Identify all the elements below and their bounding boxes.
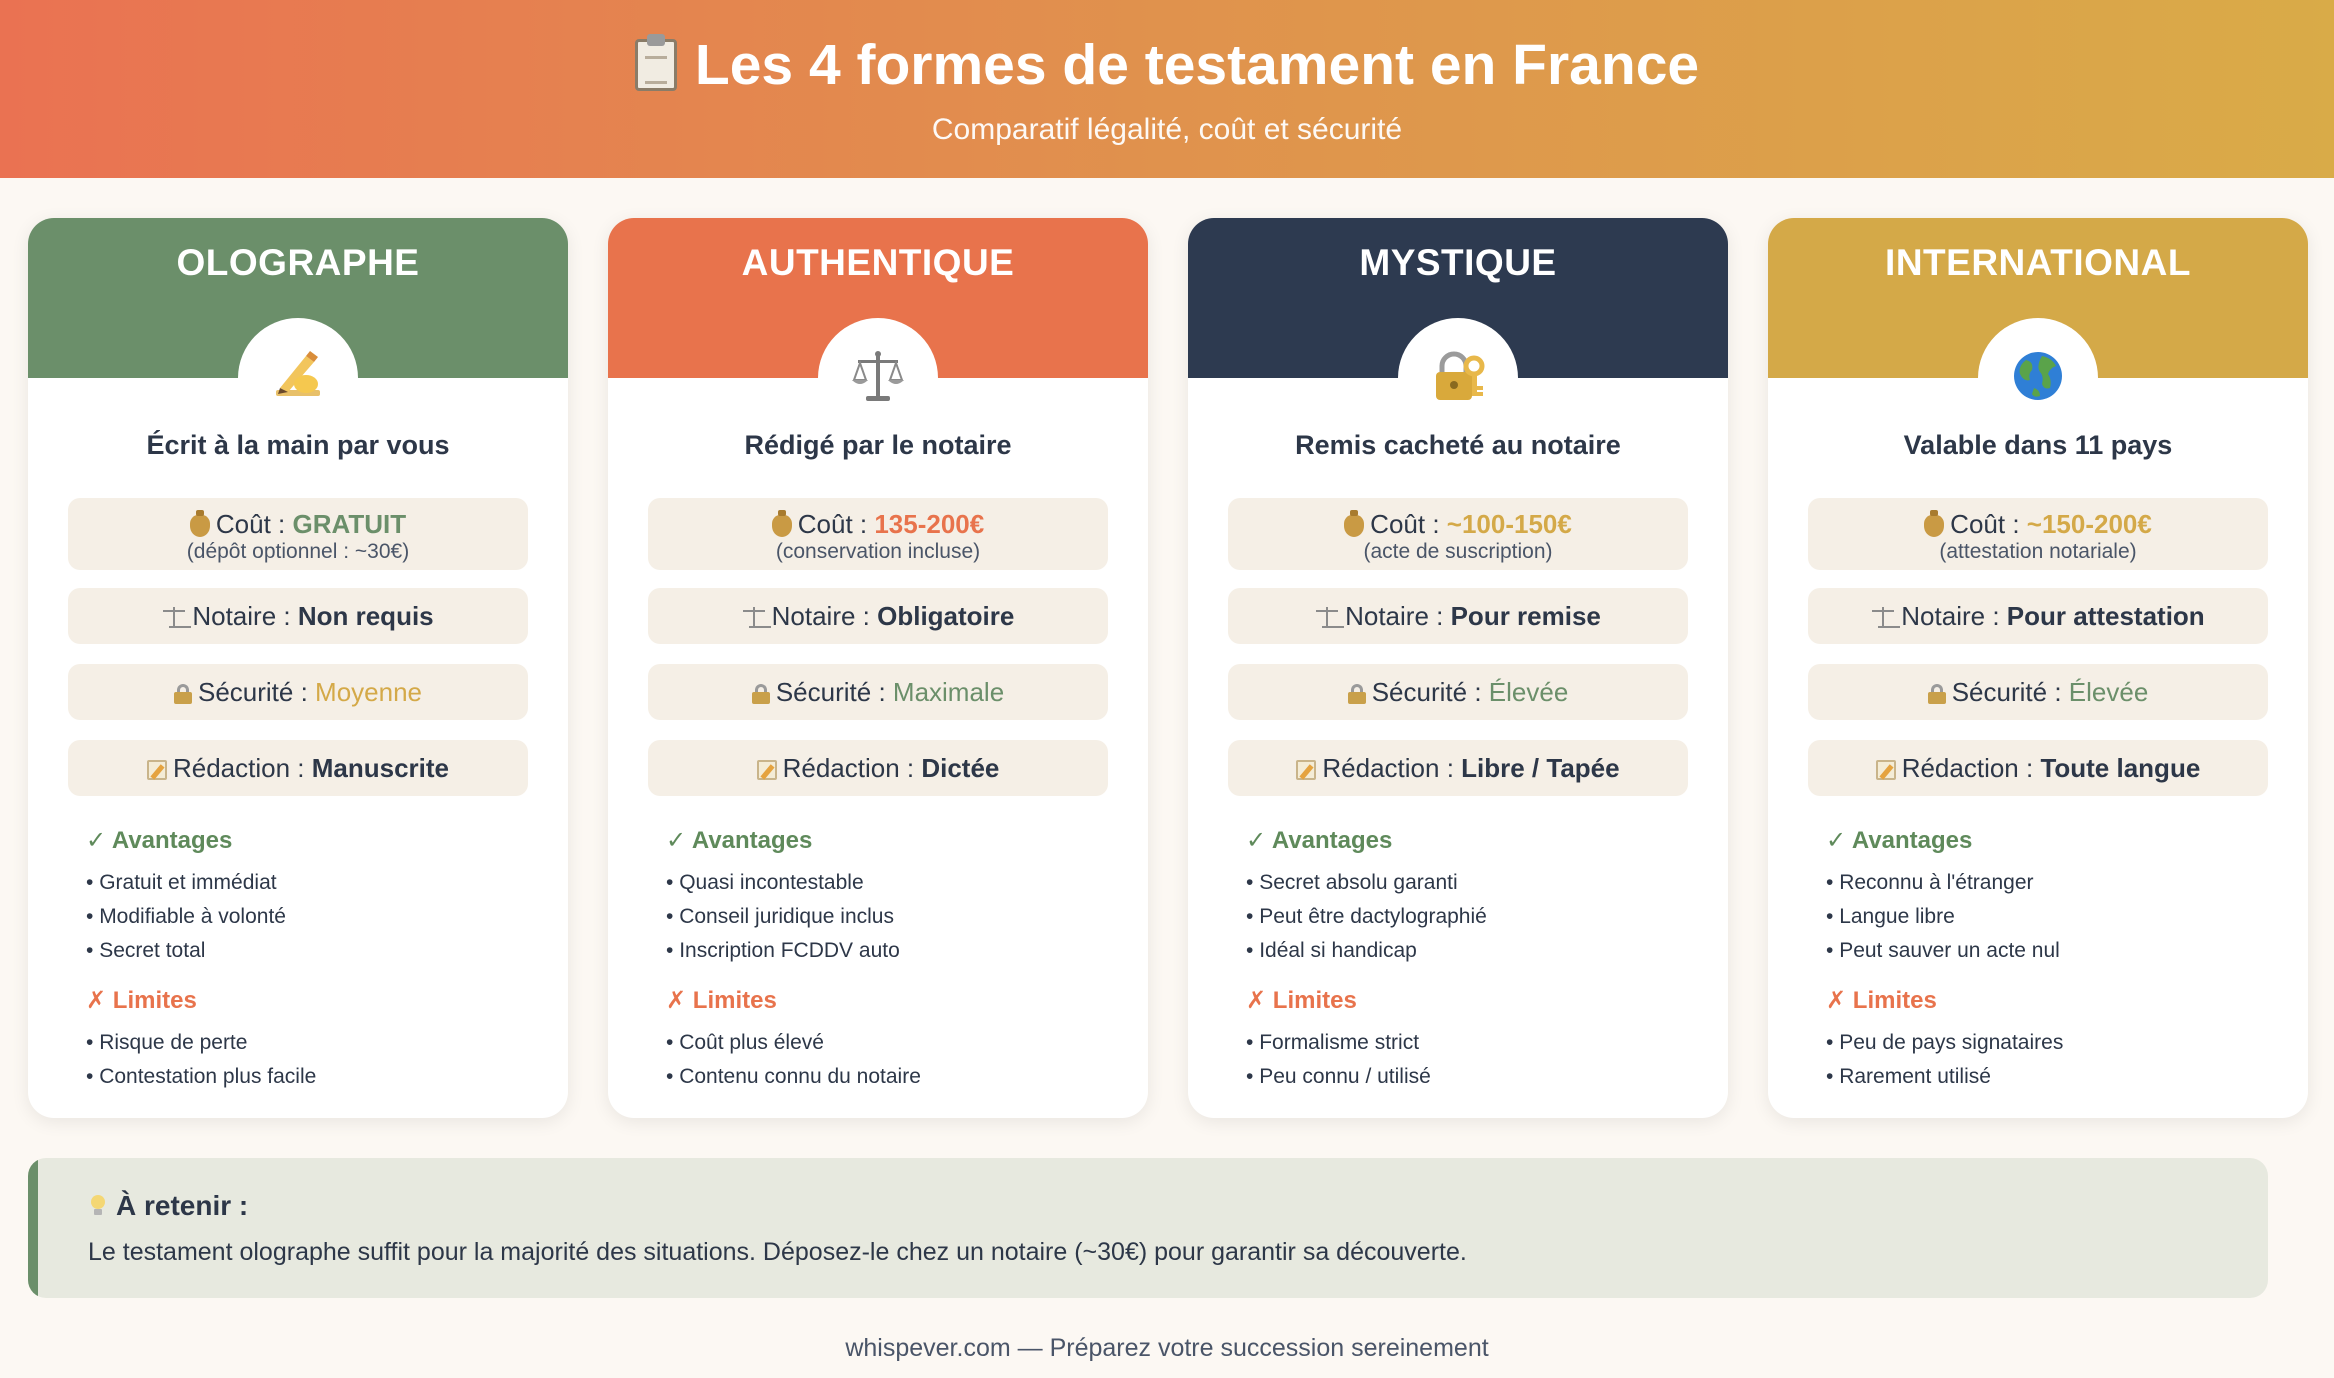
limites-list [1246,1026,1431,1094]
list-item: • Coût plus élevé [666,1026,921,1060]
testament-card-international [1768,218,2308,1118]
balance-scale-icon [1871,607,1895,629]
list-item: • Gratuit et immédiat [86,866,286,900]
list-item: • Secret total [86,934,286,968]
list-item: • Conseil juridique inclus [666,900,900,934]
card-tagline: Valable dans 11 pays [1903,430,2173,460]
memo-icon [1296,760,1316,780]
limites-heading: ✗ Limites [1246,987,1357,1014]
footer-text: whispever.com — Préparez votre succession sereinement [845,1334,1489,1362]
securite-value: Moyenne [315,677,423,707]
avantages-list [86,866,286,968]
lock-icon [1348,684,1366,704]
testament-card-authentique [608,218,1148,1118]
light-bulb-icon [90,1195,106,1217]
securite-pill [648,664,1108,720]
redaction-label: Rédaction : [1322,753,1462,783]
memo-icon [147,760,167,780]
cost-pill [648,498,1108,570]
list-item: • Risque de perte [86,1026,316,1060]
card-title: MYSTIQUE [1359,242,1557,283]
list-item: • Peut être dactylographié [1246,900,1487,934]
cost-pill [1808,498,2268,570]
cost-note: (attestation notariale) [1939,540,2137,563]
money-bag-icon [1924,515,1944,537]
card-title: OLOGRAPHE [176,242,420,283]
securite-value: Maximale [892,677,1005,707]
memo-icon [757,760,777,780]
card-tagline: Remis cacheté au notaire [1295,430,1621,460]
securite-pill [1808,664,2268,720]
cost-note: (dépôt optionnel : ~30€) [186,540,410,563]
notaire-value: Non requis [297,601,434,631]
redaction-label: Rédaction : [782,753,922,783]
callout-heading-text: À retenir : [116,1190,249,1221]
redaction-pill [68,740,528,796]
card-emblem [818,318,938,438]
callout-heading [90,1190,248,1222]
list-item: • Peut sauver un acte nul [1826,934,2060,968]
testament-card-olographe [28,218,568,1118]
cost-note: (acte de suscription) [1363,540,1553,563]
redaction-pill [1228,740,1688,796]
card-title: AUTHENTIQUE [741,242,1015,283]
redaction-label: Rédaction : [1901,753,2041,783]
limites-list [666,1026,921,1094]
notaire-label: Notaire : [1345,601,1451,631]
card-tagline: Rédigé par le notaire [744,430,1012,460]
notaire-label: Notaire : [771,601,878,631]
globe-icon [2006,344,2070,413]
list-item: • Peu connu / utilisé [1246,1060,1431,1094]
cost-label: Coût : [1370,509,1447,539]
money-bag-icon [190,515,210,537]
avantages-list [1246,866,1487,968]
notaire-label: Notaire : [192,601,298,631]
avantages-heading: ✓ Avantages [1246,827,1393,854]
redaction-pill [648,740,1108,796]
limites-heading: ✗ Limites [86,987,197,1014]
card-emblem [1398,318,1518,438]
lock-icon [1928,684,1946,704]
memo-icon [1876,760,1896,780]
cost-label: Coût : [215,509,293,539]
redaction-value: Libre / Tapée [1461,753,1620,783]
notaire-pill [1228,588,1688,644]
lock-icon [174,684,192,704]
securite-value: Élevée [1488,677,1569,707]
redaction-value: Manuscrite [311,753,449,783]
header-banner [0,0,2334,178]
notaire-value: Pour attestation [2006,601,2205,631]
cost-value: ~150-200€ [2026,509,2152,539]
clipboard-icon [635,39,677,91]
list-item: • Contenu connu du notaire [666,1060,921,1094]
page-subtitle: Comparatif légalité, coût et sécurité [931,113,1403,146]
cost-value: 135-200€ [874,509,985,539]
list-item: • Langue libre [1826,900,2060,934]
list-item: • Peu de pays signataires [1826,1026,2063,1060]
notaire-value: Obligatoire [877,601,1015,631]
card-emblem [1978,318,2098,438]
callout-text: Le testament olographe suffit pour la majorité des situations. Déposez-le chez un notaire (~30€) pour garantir sa découverte. [88,1238,1467,1266]
key-takeaway-callout [28,1158,2268,1298]
balance-scale-icon [742,607,766,629]
cost-line [68,498,528,540]
avantages-heading: ✓ Avantages [86,827,233,854]
callout-accent-bar [28,1158,38,1298]
balance-scale-icon [1315,607,1339,629]
money-bag-icon [1344,515,1364,537]
balance-scale-icon [162,607,186,629]
lock-icon [752,684,770,704]
cost-line [1228,498,1688,540]
money-bag-icon [772,515,792,537]
list-item: • Contestation plus facile [86,1060,316,1094]
limites-list [86,1026,316,1094]
list-item: • Idéal si handicap [1246,934,1487,968]
balance-scale-icon [846,344,910,413]
redaction-value: Toute langue [2040,753,2201,783]
cost-label: Coût : [1950,509,2027,539]
cost-label: Coût : [797,509,875,539]
card-emblem [238,318,358,438]
cost-value: ~100-150€ [1446,509,1572,539]
securite-label: Sécurité : [197,677,316,707]
securite-pill [1228,664,1688,720]
avantages-list [1826,866,2060,968]
locked-with-key-icon [1426,344,1490,413]
redaction-label: Rédaction : [172,753,312,783]
securite-pill [68,664,528,720]
avantages-heading: ✓ Avantages [666,827,813,854]
avantages-list [666,866,900,968]
list-item: • Quasi incontestable [666,866,900,900]
card-title: INTERNATIONAL [1885,242,2191,283]
redaction-pill [1808,740,2268,796]
list-item: • Inscription FCDDV auto [666,934,900,968]
cost-value: GRATUIT [292,509,407,539]
limites-heading: ✗ Limites [666,987,777,1014]
list-item: • Rarement utilisé [1826,1060,2063,1094]
notaire-value: Pour remise [1450,601,1601,631]
avantages-heading: ✓ Avantages [1826,827,1973,854]
redaction-value: Dictée [921,753,1000,783]
limites-heading: ✗ Limites [1826,987,1937,1014]
list-item: • Secret absolu garanti [1246,866,1487,900]
page-title-row [0,30,2334,100]
securite-label: Sécurité : [775,677,893,707]
cost-line [648,498,1108,540]
securite-label: Sécurité : [1371,677,1489,707]
cost-line [1808,498,2268,540]
writing-hand-icon [266,344,330,413]
testament-card-mystique [1188,218,1728,1118]
cost-note: (conservation incluse) [775,540,981,563]
notaire-pill [648,588,1108,644]
securite-value: Élevée [2068,677,2149,707]
limites-list [1826,1026,2063,1094]
notaire-pill [68,588,528,644]
list-item: • Reconnu à l'étranger [1826,866,2060,900]
cost-pill [1228,498,1688,570]
cost-pill [68,498,528,570]
card-tagline: Écrit à la main par vous [146,430,450,460]
page-title: Les 4 formes de testament en France [694,33,1700,97]
notaire-pill [1808,588,2268,644]
securite-label: Sécurité : [1951,677,2069,707]
list-item: • Formalisme strict [1246,1026,1431,1060]
notaire-label: Notaire : [1901,601,2007,631]
list-item: • Modifiable à volonté [86,900,286,934]
